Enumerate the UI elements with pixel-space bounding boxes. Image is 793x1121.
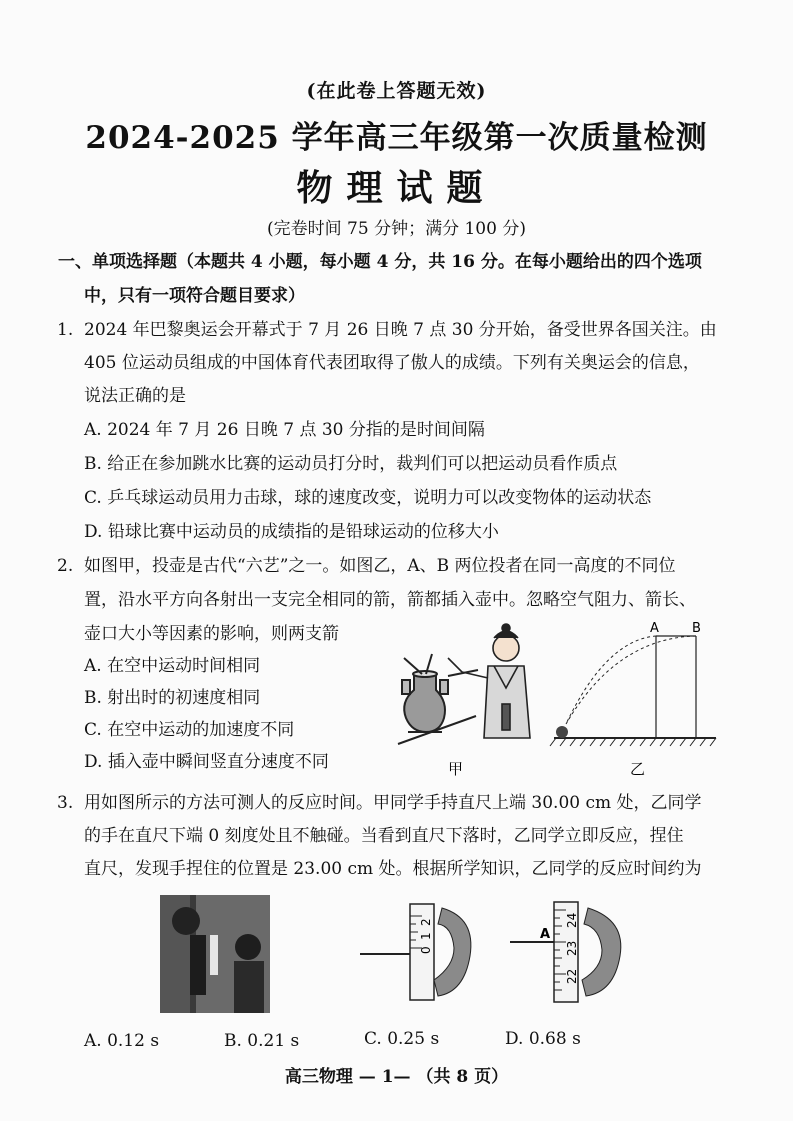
ruler2-tick-23: 23 (565, 940, 579, 956)
q1-stem-1: 2024 年巴黎奥运会开幕式于 7 月 26 日晚 7 点 30 分开始，备受世界各国关注。由 (84, 320, 717, 340)
q2-stem-3: 壶口大小等因素的影响，则两支箭 (84, 624, 339, 644)
ruler-figure-2 (508, 896, 638, 1008)
pot-icon (402, 671, 448, 732)
ruler1-tick-0: 0 (419, 946, 433, 954)
q2-option-c: C. 在空中运动的加速度不同 (84, 720, 295, 740)
page-footer: 高三物理 — 1— （共 8 页） (284, 1067, 509, 1087)
ruler2-tick-24: 24 (565, 912, 579, 928)
q2-option-a: A. 在空中运动时间相同 (84, 656, 261, 676)
q3-option-d: D. 0.68 s (505, 1029, 581, 1049)
hand-2-icon (582, 908, 621, 996)
q3-option-c: C. 0.25 s (364, 1029, 440, 1049)
q2-stem-1: 如图甲，投壶是古代“六艺”之一。如图乙，A、B 两位投者在同一高度的不同位 (84, 556, 676, 576)
ruler1-tick-2: 2 (419, 918, 433, 926)
q1-stem-3: 说法正确的是 (84, 386, 186, 406)
q2-option-b: B. 射出时的初速度相同 (84, 688, 261, 708)
ruler1-tick-1: 1 (419, 932, 433, 940)
trajectory-b (566, 636, 696, 724)
q3-option-a: A. 0.12 s (84, 1031, 160, 1051)
q3-number: 3. (57, 793, 74, 813)
q3-stem-1: 用如图所示的方法可测人的反应时间。甲同学手持直尺上端 30.00 cm 处，乙同学 (84, 793, 702, 813)
figure-jia-illustration (378, 618, 548, 778)
q1-option-d: D. 铅球比赛中运动员的成绩指的是铅球运动的位移大小 (84, 522, 499, 542)
q1-option-c: C. 乒乓球运动员用力击球，球的速度改变，说明力可以改变物体的运动状态 (84, 488, 652, 508)
fig-yi-label: 乙 (630, 760, 646, 778)
ruler2-tick-22: 22 (565, 968, 579, 984)
q1-option-b: B. 给正在参加跳水比赛的运动员打分时，裁判们可以把运动员看作质点 (84, 454, 618, 474)
reaction-test-photo (160, 895, 270, 1013)
figure-yi-diagram (546, 618, 726, 778)
q3-stem-2: 的手在直尺下端 0 刻度处且不触碰。当看到直尺下落时，乙同学立即反应，捏住 (84, 826, 684, 846)
section-heading: 一、单项选择题（本题共 4 小题，每小题 4 分，共 16 分。在每小题给出的四个选项 (58, 252, 702, 272)
pot-marker-icon (556, 726, 568, 738)
q2-number: 2. (57, 556, 74, 576)
fig-jia-label: 甲 (448, 760, 464, 778)
time-note: (完卷时间 75 分钟；满分 100 分) (267, 219, 526, 239)
q1-number: 1. (57, 320, 74, 340)
exam-title: 2024-2025 学年高三年级第一次质量检测 (85, 120, 708, 156)
point-a-label: A (650, 621, 659, 636)
ground-hatch (550, 738, 716, 746)
q1-option-a: A. 2024 年 7 月 26 日晚 7 点 30 分指的是时间间隔 (84, 420, 485, 440)
q3-stem-3: 直尺，发现手捏住的位置是 23.00 cm 处。根据所学知识，乙同学的反应时间约为 (84, 859, 702, 879)
subject-title: 物理试题 (296, 167, 497, 209)
q2-stem-2: 置，沿水平方向各射出一支完全相同的箭，箭都插入壶中。忽略空气阻力、箭长、 (84, 590, 696, 610)
hand-icon (434, 908, 471, 996)
q3-option-b: B. 0.21 s (224, 1031, 300, 1051)
ruler-figure-1 (358, 896, 478, 1008)
q1-stem-2: 405 位运动员组成的中国体育代表团取得了傲人的成绩。下列有关奥运会的信息， (84, 353, 700, 373)
q2-option-d: D. 插入壶中瞬间竖直分速度不同 (84, 752, 329, 772)
ruler2-point-label: A (540, 927, 551, 942)
point-b-label: B (692, 621, 701, 636)
exam-notice: (在此卷上答题无效) (306, 80, 487, 102)
section-heading-cont: 中，只有一项符合题目要求） (84, 286, 305, 306)
trajectory-a (566, 636, 656, 724)
